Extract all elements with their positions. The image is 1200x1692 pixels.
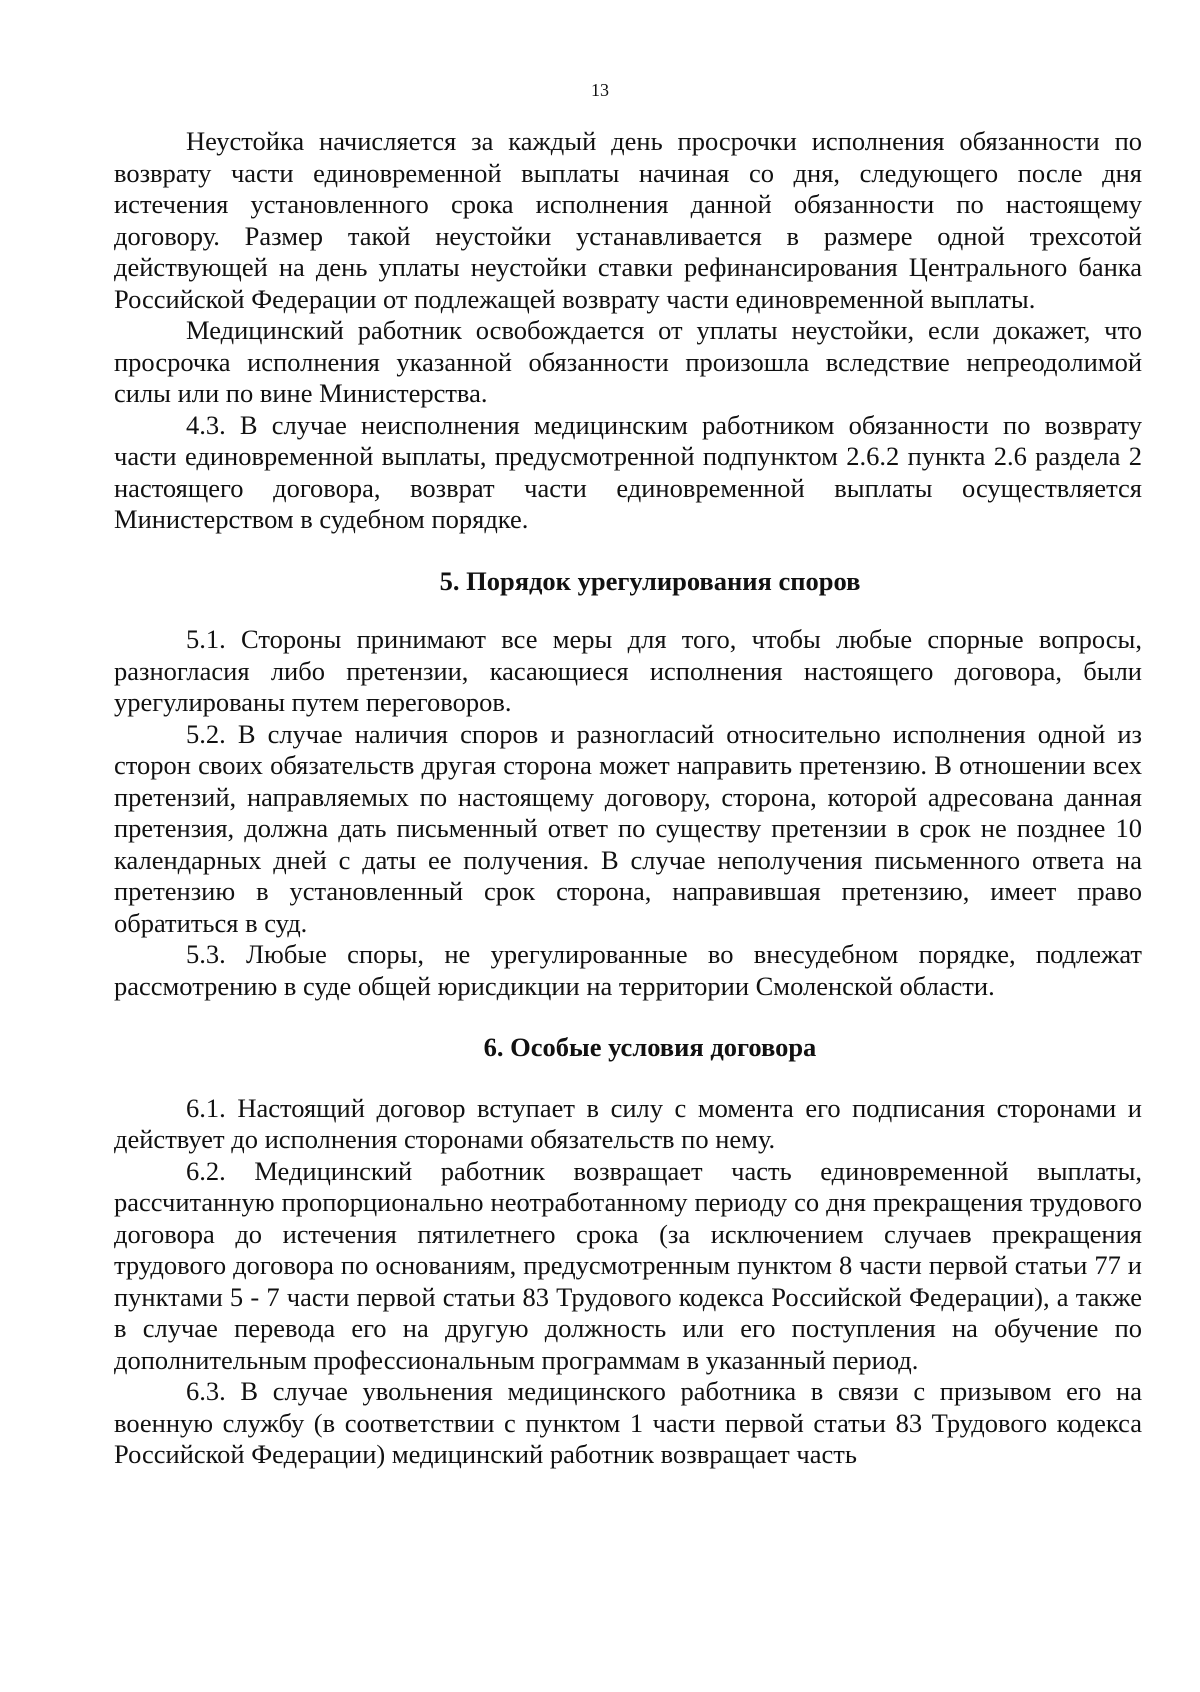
paragraph-clause-6-1: 6.1. Настоящий договор вступает в силу с момента его подписания сторонами и действует до исполнения сторонами обязательств по нему. [114,1092,1142,1154]
document-body [114,126,1142,1471]
section-heading-5: 5. Порядок урегулирования споров [439,565,861,596]
paragraph-clause-5-3: 5.3. Любые споры, не урегулированные во внесудебном порядке, подлежат рассмотрению в суде общей юрисдикции на территории Смоленской области. [114,939,1142,1001]
section-heading-6: 6. Особые условия договора [483,1032,817,1062]
paragraph-clause-5-2: 5.2. В случае наличия споров и разногласий относительно исполнения одной из сторон своих обязательств другая сторона может направить претензию. В отношении всех претензий, направляемых по настоящему договору, сторона, которой адресована данная претензия, должна дать письменный ответ по существу претензии в срок не позднее 10 календарных дней с даты ее получения. В случае неполучения письменного ответа на претензию в установленный срок сторона, направившая претензию, имеет право обратиться в суд. [114,718,1142,938]
paragraph-clause-6-2: 6.2. Медицинский работник возвращает часть единовременной выплаты, рассчитанную пропорционально неотработанному периоду со дня прекращения трудового договора до истечения пятилетнего срока (за исключением случаев прекращения трудового договора по основаниям, предусмотренным пунктом 8 части первой статьи 77 и пунктами 5 - 7 части первой статьи 83 Трудового кодекса Российской Федерации), а также в случае перевода его на другую должность или его поступления на обучение по дополнительным профессиональным программам в указанный период. [114,1155,1142,1375]
paragraph-clause-6-3: 6.3. В случае увольнения медицинского работника в связи с призывом его на военную службу (в соответствии с пунктом 1 части первой статьи 83 Трудового кодекса Российской Федерации) медицинский работник возвращает часть [114,1376,1142,1469]
page-number: 13 [591,80,609,100]
paragraph-clause-4-3: 4.3. В случае неисполнения медицинским работником обязанности по возврату части единовременной выплаты, предусмотренной подпунктом 2.6.2 пункта 2.6 раздела 2 настоящего договора, возврат части единовременной выплаты осуществляется Министерством в судебном порядке. [114,409,1142,534]
paragraph-penalty-accrual: Неустойка начисляется за каждый день просрочки исполнения обязанности по возврату части единовременной выплаты начиная со дня, следующего после дня истечения установленного срока исполнения данной обязанности по настоящему договору. Размер такой неустойки устанавливается в размере одной трехсотой действующей на день уплаты неустойки ставки рефинансирования Центрального банка Российской Федерации от подлежащей возврату части единовременной выплаты. [114,126,1142,314]
paragraph-clause-5-1: 5.1. Стороны принимают все меры для того, чтобы любые спорные вопросы, разногласия либо претензии, касающиеся исполнения настоящего договора, были урегулированы путем переговоров. [114,624,1142,717]
paragraph-penalty-exemption: Медицинский работник освобождается от уплаты неустойки, если докажет, что просрочка исполнения указанной обязанности произошла вследствие непреодолимой силы или по вине Министерства. [114,315,1142,408]
